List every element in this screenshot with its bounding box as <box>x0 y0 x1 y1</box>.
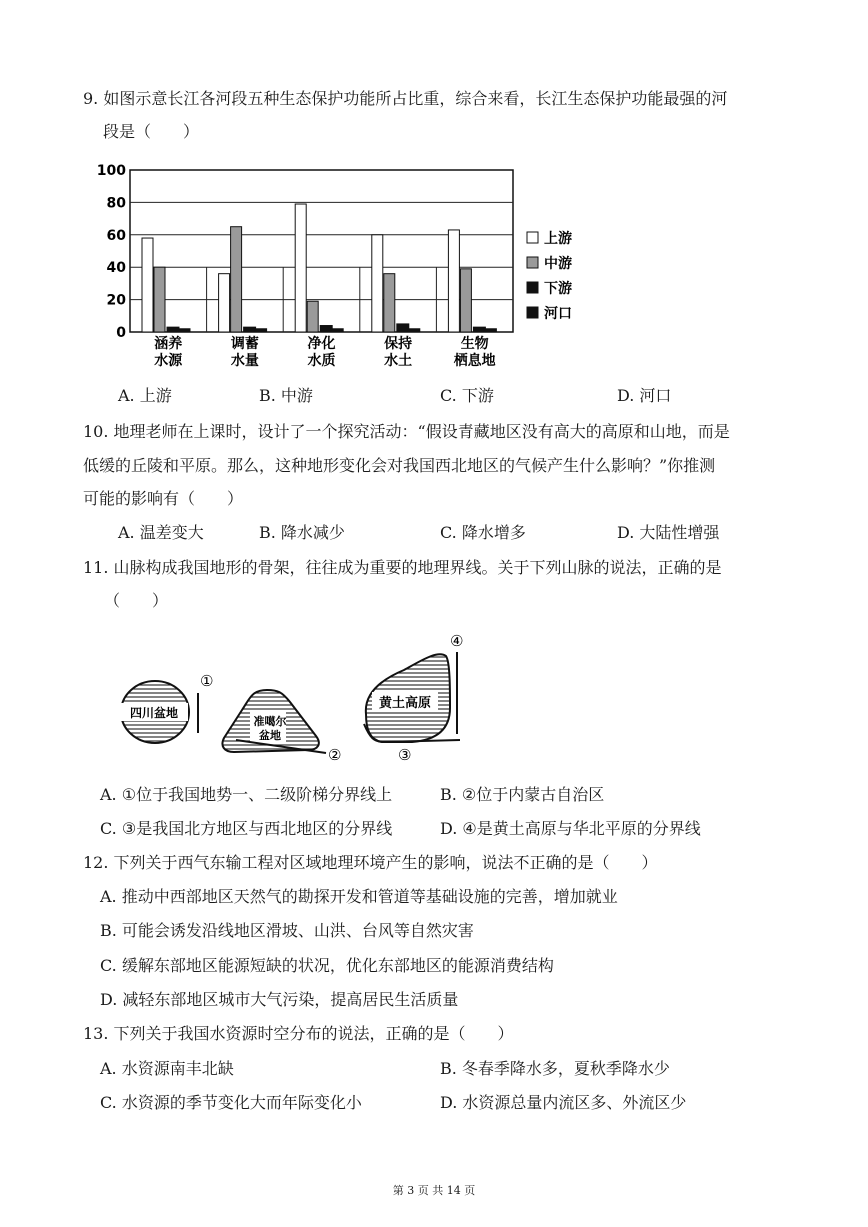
chart-bar-下游-调蓄水量 <box>244 327 256 332</box>
chart-legend-swatch-中游 <box>527 257 538 268</box>
chart-x-tick-label: 水量 <box>230 353 259 369</box>
chart-x-tick-label: 生物 <box>460 336 489 352</box>
chart-bar-上游-生物栖息地 <box>448 230 459 332</box>
chart-bar-河口-保持水土 <box>408 329 420 332</box>
q10-stem-line2: 低缓的丘陵和平原。那么，这种地形变化会对我国西北地区的气候产生什么影响？”你推测 <box>83 456 716 475</box>
chart-bar-河口-生物栖息地 <box>484 329 496 332</box>
q11-option-d[interactable]: D. ④是黄土高原与华北平原的分界线 <box>440 819 701 838</box>
chart-x-tick-label: 水土 <box>384 353 413 369</box>
q12-stem: 12. 下列关于西气东输工程对区域地理环境产生的影响，说法不正确的是（ ） <box>83 853 658 872</box>
q9-stem-line2: 段是（ ） <box>103 122 200 141</box>
chart-bar-中游-生物栖息地 <box>460 269 471 332</box>
q13-option-a[interactable]: A. 水资源南丰北缺 <box>100 1059 234 1078</box>
page-footer: 第 3 页 共 14 页 <box>392 1184 476 1197</box>
chart-bar-中游-涵养水源 <box>154 267 165 332</box>
chart-x-tick-label: 保持 <box>384 336 413 352</box>
chart-legend-label-下游: 下游 <box>544 281 572 297</box>
chart-y-tick-label: 60 <box>106 227 126 244</box>
q9-bar-chart <box>95 160 615 372</box>
chart-bar-河口-调蓄水量 <box>255 329 267 332</box>
q10-option-b[interactable]: B. 降水减少 <box>259 523 345 542</box>
q9-stem-line1: 9. 如图示意长江各河段五种生态保护功能所占比重，综合来看，长江生态保护功能最强的河 <box>83 89 728 108</box>
q11-option-a[interactable]: A. ①位于我国地势一、二级阶梯分界线上 <box>100 785 393 804</box>
chart-x-tick-label: 净化 <box>307 336 336 352</box>
chart-x-tick-label: 栖息地 <box>453 353 496 369</box>
q11-mountain-diagram <box>112 628 472 770</box>
q10-option-a[interactable]: A. 温差变大 <box>118 523 204 542</box>
chart-y-tick-label: 40 <box>106 260 126 277</box>
chart-bar-中游-净化水质 <box>307 301 318 332</box>
chart-legend-label-中游: 中游 <box>544 256 572 272</box>
mountain-2-marker: ② <box>328 746 342 764</box>
q11-stem-line2: （ ） <box>104 591 169 610</box>
chart-bar-下游-涵养水源 <box>167 327 179 332</box>
chart-legend-swatch-河口 <box>527 307 538 318</box>
q10-stem-line3: 可能的影响有（ ） <box>83 489 244 508</box>
junggar-basin-label-1: 准噶尔 <box>253 715 287 728</box>
q9-option-c[interactable]: C. 下游 <box>440 386 494 405</box>
chart-legend-label-上游: 上游 <box>544 231 572 247</box>
q10-stem-line1: 10. 地理老师在上课时，设计了一个探究活动：“假设青藏地区没有高大的高原和山地，而是 <box>83 422 730 441</box>
chart-x-tick-label: 调蓄 <box>230 336 259 352</box>
chart-bar-上游-净化水质 <box>295 204 306 332</box>
q12-option-a[interactable]: A. 推动中西部地区天然气的勘探开发和管道等基础设施的完善，增加就业 <box>100 887 618 906</box>
q13-option-c[interactable]: C. 水资源的季节变化大而年际变化小 <box>100 1093 362 1112</box>
chart-y-tick-label: 0 <box>116 325 126 341</box>
chart-bar-中游-保持水土 <box>384 274 395 332</box>
q12-option-c[interactable]: C. 缓解东部地区能源短缺的状况，优化东部地区的能源消费结构 <box>100 956 554 975</box>
chart-bar-上游-涵养水源 <box>142 238 153 332</box>
q11-option-c[interactable]: C. ③是我国北方地区与西北地区的分界线 <box>100 819 393 838</box>
q10-option-d[interactable]: D. 大陆性增强 <box>617 523 720 542</box>
chart-y-tick-label: 80 <box>106 195 126 212</box>
chart-x-tick-label: 水源 <box>154 353 183 369</box>
loess-plateau-label: 黄土高原 <box>378 696 432 711</box>
q12-option-d[interactable]: D. 减轻东部地区城市大气污染，提高居民生活质量 <box>100 990 459 1009</box>
chart-bar-上游-调蓄水量 <box>219 274 230 332</box>
q12-option-b[interactable]: B. 可能会诱发沿线地区滑坡、山洪、台风等自然灾害 <box>100 921 474 940</box>
chart-bar-河口-净化水质 <box>331 329 343 332</box>
mountain-1-marker: ① <box>200 672 214 690</box>
q13-option-b[interactable]: B. 冬春季降水多，夏秋季降水少 <box>440 1059 670 1078</box>
mountain-4-marker: ④ <box>450 632 464 650</box>
chart-legend-swatch-下游 <box>527 282 538 293</box>
q13-stem: 13. 下列关于我国水资源时空分布的说法，正确的是（ ） <box>83 1024 514 1043</box>
q9-option-d[interactable]: D. 河口 <box>617 386 672 405</box>
q11-stem-line1: 11. 山脉构成我国地形的骨架，往往成为重要的地理界线。关于下列山脉的说法，正确的是 <box>83 558 722 577</box>
q10-option-c[interactable]: C. 降水增多 <box>440 523 526 542</box>
chart-bar-上游-保持水土 <box>372 235 383 332</box>
chart-x-tick-label: 涵养 <box>154 336 183 352</box>
chart-bar-中游-调蓄水量 <box>231 227 242 332</box>
sichuan-basin-label: 四川盆地 <box>129 706 179 720</box>
chart-y-tick-label: 100 <box>96 163 126 179</box>
chart-bar-下游-保持水土 <box>397 324 409 332</box>
q11-option-b[interactable]: B. ②位于内蒙古自治区 <box>440 785 605 804</box>
chart-legend-label-河口: 河口 <box>544 306 572 322</box>
q13-option-d[interactable]: D. 水资源总量内流区多、外流区少 <box>440 1093 687 1112</box>
chart-legend-swatch-上游 <box>527 232 538 243</box>
mountain-3-marker: ③ <box>398 746 412 764</box>
chart-bar-下游-生物栖息地 <box>473 327 485 332</box>
junggar-basin-label-2: 盆地 <box>259 729 281 742</box>
chart-bar-下游-净化水质 <box>320 326 332 332</box>
chart-bar-河口-涵养水源 <box>178 329 190 332</box>
q9-option-a[interactable]: A. 上游 <box>118 386 172 405</box>
chart-y-tick-label: 20 <box>106 292 126 309</box>
chart-x-tick-label: 水质 <box>307 353 336 369</box>
q9-option-b[interactable]: B. 中游 <box>259 386 313 405</box>
